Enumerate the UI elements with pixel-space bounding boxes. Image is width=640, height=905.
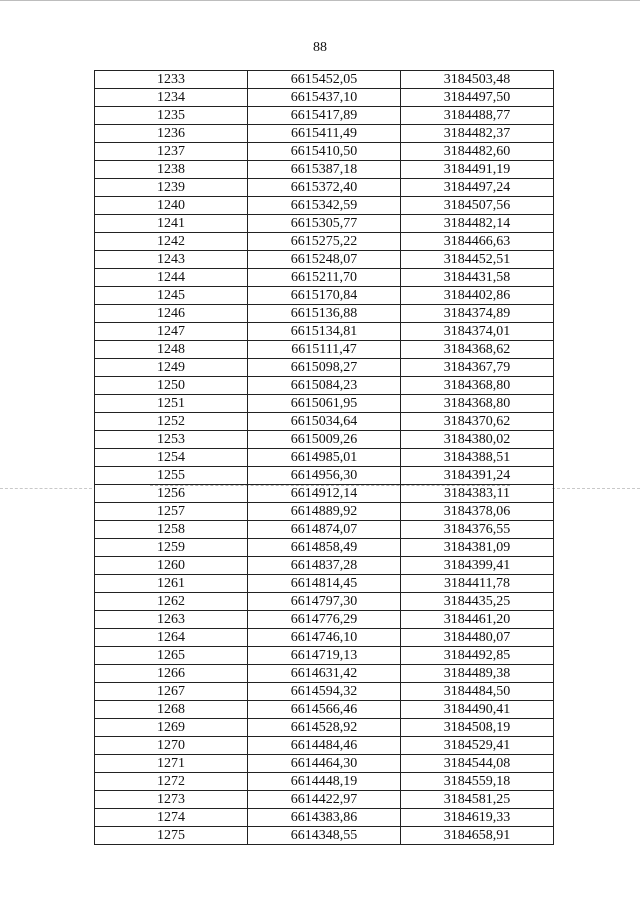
y-coordinate-cell: 3184368,62 — [401, 341, 554, 359]
point-number-cell: 1266 — [95, 665, 248, 683]
point-number-cell: 1248 — [95, 341, 248, 359]
table-row — [95, 503, 554, 521]
y-coordinate-cell: 3184378,06 — [401, 503, 554, 521]
y-coordinate-cell: 3184480,07 — [401, 629, 554, 647]
table-row — [95, 395, 554, 413]
table-row — [95, 161, 554, 179]
scan-fold-mark-left — [0, 488, 92, 489]
y-coordinate-cell: 3184435,25 — [401, 593, 554, 611]
x-coordinate-cell: 6615061,95 — [248, 395, 401, 413]
table-row — [95, 431, 554, 449]
table-row — [95, 125, 554, 143]
x-coordinate-cell: 6615098,27 — [248, 359, 401, 377]
point-number-cell: 1244 — [95, 269, 248, 287]
x-coordinate-cell: 6614837,28 — [248, 557, 401, 575]
y-coordinate-cell: 3184658,91 — [401, 827, 554, 845]
y-coordinate-cell: 3184492,85 — [401, 647, 554, 665]
y-coordinate-cell: 3184376,55 — [401, 521, 554, 539]
table-row — [95, 755, 554, 773]
table-row — [95, 359, 554, 377]
y-coordinate-cell: 3184491,19 — [401, 161, 554, 179]
x-coordinate-cell: 6615134,81 — [248, 323, 401, 341]
point-number-cell: 1235 — [95, 107, 248, 125]
table-row — [95, 557, 554, 575]
y-coordinate-cell: 3184544,08 — [401, 755, 554, 773]
y-coordinate-cell: 3184490,41 — [401, 701, 554, 719]
table-row — [95, 665, 554, 683]
point-number-cell: 1268 — [95, 701, 248, 719]
coordinates-table-body — [95, 71, 554, 845]
x-coordinate-cell: 6614776,29 — [248, 611, 401, 629]
table-row — [95, 485, 554, 503]
table-row — [95, 809, 554, 827]
table-row — [95, 233, 554, 251]
y-coordinate-cell: 3184374,01 — [401, 323, 554, 341]
point-number-cell: 1247 — [95, 323, 248, 341]
point-number-cell: 1234 — [95, 89, 248, 107]
y-coordinate-cell: 3184507,56 — [401, 197, 554, 215]
x-coordinate-cell: 6615410,50 — [248, 143, 401, 161]
coordinates-table — [94, 70, 554, 845]
x-coordinate-cell: 6615372,40 — [248, 179, 401, 197]
x-coordinate-cell: 6614528,92 — [248, 719, 401, 737]
y-coordinate-cell: 3184482,14 — [401, 215, 554, 233]
x-coordinate-cell: 6614797,30 — [248, 593, 401, 611]
y-coordinate-cell: 3184581,25 — [401, 791, 554, 809]
point-number-cell: 1260 — [95, 557, 248, 575]
y-coordinate-cell: 3184368,80 — [401, 395, 554, 413]
point-number-cell: 1272 — [95, 773, 248, 791]
point-number-cell: 1243 — [95, 251, 248, 269]
x-coordinate-cell: 6615387,18 — [248, 161, 401, 179]
point-number-cell: 1262 — [95, 593, 248, 611]
point-number-cell: 1252 — [95, 413, 248, 431]
point-number-cell: 1233 — [95, 71, 248, 89]
y-coordinate-cell: 3184381,09 — [401, 539, 554, 557]
y-coordinate-cell: 3184367,79 — [401, 359, 554, 377]
point-number-cell: 1239 — [95, 179, 248, 197]
x-coordinate-cell: 6615084,23 — [248, 377, 401, 395]
x-coordinate-cell: 6614985,01 — [248, 449, 401, 467]
x-coordinate-cell: 6615111,47 — [248, 341, 401, 359]
x-coordinate-cell: 6615248,07 — [248, 251, 401, 269]
point-number-cell: 1245 — [95, 287, 248, 305]
table-row — [95, 773, 554, 791]
y-coordinate-cell: 3184402,86 — [401, 287, 554, 305]
table-row — [95, 647, 554, 665]
y-coordinate-cell: 3184482,37 — [401, 125, 554, 143]
table-row — [95, 701, 554, 719]
table-row — [95, 251, 554, 269]
y-coordinate-cell: 3184431,58 — [401, 269, 554, 287]
x-coordinate-cell: 6614464,30 — [248, 755, 401, 773]
y-coordinate-cell: 3184452,51 — [401, 251, 554, 269]
y-coordinate-cell: 3184559,18 — [401, 773, 554, 791]
x-coordinate-cell: 6614912,14 — [248, 485, 401, 503]
y-coordinate-cell: 3184391,24 — [401, 467, 554, 485]
x-coordinate-cell: 6615009,26 — [248, 431, 401, 449]
y-coordinate-cell: 3184619,33 — [401, 809, 554, 827]
table-row — [95, 341, 554, 359]
point-number-cell: 1271 — [95, 755, 248, 773]
point-number-cell: 1273 — [95, 791, 248, 809]
scan-fold-mark-right — [552, 488, 640, 489]
table-row — [95, 827, 554, 845]
y-coordinate-cell: 3184508,19 — [401, 719, 554, 737]
y-coordinate-cell: 3184374,89 — [401, 305, 554, 323]
x-coordinate-cell: 6615170,84 — [248, 287, 401, 305]
point-number-cell: 1242 — [95, 233, 248, 251]
x-coordinate-cell: 6614858,49 — [248, 539, 401, 557]
x-coordinate-cell: 6614566,46 — [248, 701, 401, 719]
table-row — [95, 539, 554, 557]
table-row — [95, 449, 554, 467]
point-number-cell: 1255 — [95, 467, 248, 485]
y-coordinate-cell: 3184503,48 — [401, 71, 554, 89]
table-row — [95, 71, 554, 89]
y-coordinate-cell: 3184482,60 — [401, 143, 554, 161]
x-coordinate-cell: 6615417,89 — [248, 107, 401, 125]
table-row — [95, 611, 554, 629]
y-coordinate-cell: 3184484,50 — [401, 683, 554, 701]
x-coordinate-cell: 6615211,70 — [248, 269, 401, 287]
x-coordinate-cell: 6614448,19 — [248, 773, 401, 791]
point-number-cell: 1258 — [95, 521, 248, 539]
y-coordinate-cell: 3184388,51 — [401, 449, 554, 467]
point-number-cell: 1264 — [95, 629, 248, 647]
y-coordinate-cell: 3184497,24 — [401, 179, 554, 197]
point-number-cell: 1249 — [95, 359, 248, 377]
y-coordinate-cell: 3184380,02 — [401, 431, 554, 449]
x-coordinate-cell: 6614874,07 — [248, 521, 401, 539]
x-coordinate-cell: 6614631,42 — [248, 665, 401, 683]
point-number-cell: 1251 — [95, 395, 248, 413]
table-row — [95, 737, 554, 755]
point-number-cell: 1254 — [95, 449, 248, 467]
table-row — [95, 593, 554, 611]
x-coordinate-cell: 6614889,92 — [248, 503, 401, 521]
table-row — [95, 791, 554, 809]
point-number-cell: 1274 — [95, 809, 248, 827]
x-coordinate-cell: 6614956,30 — [248, 467, 401, 485]
x-coordinate-cell: 6615452,05 — [248, 71, 401, 89]
x-coordinate-cell: 6614746,10 — [248, 629, 401, 647]
point-number-cell: 1275 — [95, 827, 248, 845]
page-number: 88 — [313, 40, 327, 55]
table-row — [95, 683, 554, 701]
point-number-cell: 1259 — [95, 539, 248, 557]
y-coordinate-cell: 3184383,11 — [401, 485, 554, 503]
table-row — [95, 377, 554, 395]
point-number-cell: 1240 — [95, 197, 248, 215]
x-coordinate-cell: 6615437,10 — [248, 89, 401, 107]
x-coordinate-cell: 6615275,22 — [248, 233, 401, 251]
x-coordinate-cell: 6614594,32 — [248, 683, 401, 701]
x-coordinate-cell: 6614383,86 — [248, 809, 401, 827]
point-number-cell: 1267 — [95, 683, 248, 701]
point-number-cell: 1236 — [95, 125, 248, 143]
x-coordinate-cell: 6615034,64 — [248, 413, 401, 431]
table-row — [95, 575, 554, 593]
point-number-cell: 1237 — [95, 143, 248, 161]
point-number-cell: 1241 — [95, 215, 248, 233]
x-coordinate-cell: 6614348,55 — [248, 827, 401, 845]
point-number-cell: 1263 — [95, 611, 248, 629]
x-coordinate-cell: 6615305,77 — [248, 215, 401, 233]
y-coordinate-cell: 3184529,41 — [401, 737, 554, 755]
point-number-cell: 1269 — [95, 719, 248, 737]
table-row — [95, 179, 554, 197]
table-row — [95, 719, 554, 737]
point-number-cell: 1256 — [95, 485, 248, 503]
x-coordinate-cell: 6614422,97 — [248, 791, 401, 809]
x-coordinate-cell: 6615342,59 — [248, 197, 401, 215]
x-coordinate-cell: 6614719,13 — [248, 647, 401, 665]
point-number-cell: 1250 — [95, 377, 248, 395]
table-row — [95, 107, 554, 125]
table-row — [95, 143, 554, 161]
y-coordinate-cell: 3184411,78 — [401, 575, 554, 593]
point-number-cell: 1265 — [95, 647, 248, 665]
table-row — [95, 269, 554, 287]
table-row — [95, 413, 554, 431]
point-number-cell: 1270 — [95, 737, 248, 755]
table-row — [95, 89, 554, 107]
point-number-cell: 1238 — [95, 161, 248, 179]
point-number-cell: 1253 — [95, 431, 248, 449]
table-row — [95, 323, 554, 341]
x-coordinate-cell: 6615136,88 — [248, 305, 401, 323]
y-coordinate-cell: 3184368,80 — [401, 377, 554, 395]
point-number-cell: 1257 — [95, 503, 248, 521]
y-coordinate-cell: 3184497,50 — [401, 89, 554, 107]
x-coordinate-cell: 6614484,46 — [248, 737, 401, 755]
y-coordinate-cell: 3184370,62 — [401, 413, 554, 431]
y-coordinate-cell: 3184399,41 — [401, 557, 554, 575]
table-row — [95, 287, 554, 305]
point-number-cell: 1246 — [95, 305, 248, 323]
table-row — [95, 467, 554, 485]
y-coordinate-cell: 3184488,77 — [401, 107, 554, 125]
table-row — [95, 305, 554, 323]
y-coordinate-cell: 3184466,63 — [401, 233, 554, 251]
y-coordinate-cell: 3184489,38 — [401, 665, 554, 683]
y-coordinate-cell: 3184461,20 — [401, 611, 554, 629]
x-coordinate-cell: 6615411,49 — [248, 125, 401, 143]
table-row — [95, 197, 554, 215]
x-coordinate-cell: 6614814,45 — [248, 575, 401, 593]
table-row — [95, 521, 554, 539]
point-number-cell: 1261 — [95, 575, 248, 593]
table-row — [95, 215, 554, 233]
scan-edge-line — [0, 0, 640, 1]
table-row — [95, 629, 554, 647]
